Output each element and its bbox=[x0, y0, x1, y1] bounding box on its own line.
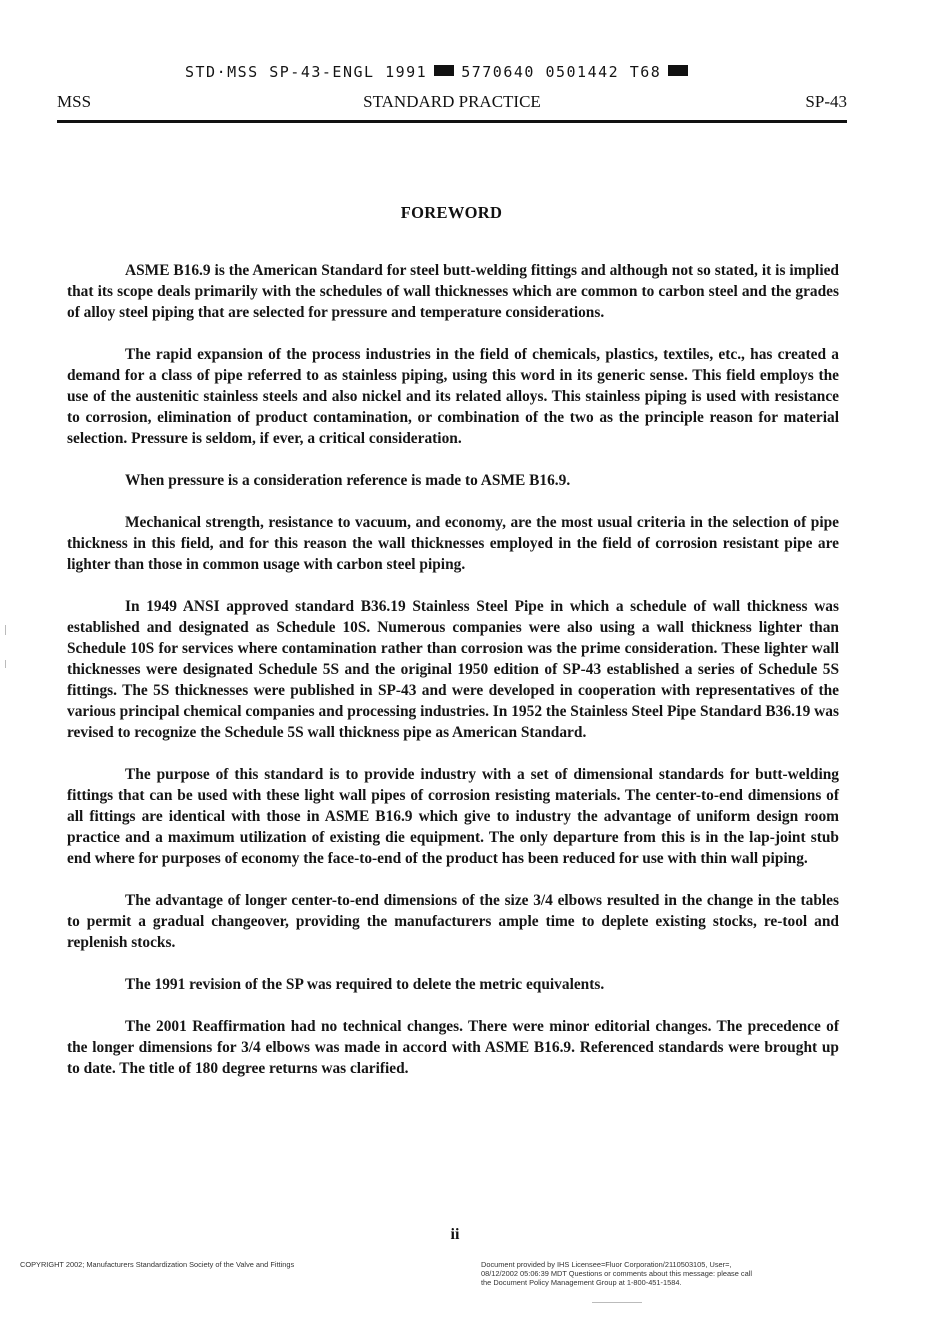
paragraph: ASME B16.9 is the American Standard for steel butt-welding fittings and although not so stated, it is implied that its scope deals primarily with the schedules of wall thicknesses which are common to carbon steel and the grades of alloy steel piping that are selected for pressure and temperature considerations. bbox=[67, 262, 839, 321]
redaction-block bbox=[668, 65, 688, 76]
footer-copyright: COPYRIGHT 2002; Manufacturers Standardization Society of the Valve and Fittings bbox=[20, 1260, 295, 1269]
foreword-body bbox=[67, 260, 839, 1100]
stamp-serial: 5770640 0501442 T68 bbox=[461, 63, 662, 81]
page-title: FOREWORD bbox=[400, 203, 503, 222]
scan-speck bbox=[5, 625, 6, 635]
header-org: MSS bbox=[57, 92, 92, 111]
paragraph: The 1991 revision of the SP was required to delete the metric equivalents. bbox=[125, 976, 605, 993]
scan-speck bbox=[592, 1302, 642, 1303]
paragraph: The purpose of this standard is to provide industry with a set of dimensional standards for butt-welding fittings that can be used with these light wall pipes of corrosion resisting materials. The center-to-end dimensions of all fittings are identical with those in ASME B16.9 which give to industry the advantage of uniform design room practice and a maximum utilization of existing die equipment. The only departure from this is in the lap-joint stub end where for purposes of economy the face-to-end of the product has been reduced for use with thin wall piping. bbox=[67, 766, 839, 867]
paragraph: The rapid expansion of the process industries in the field of chemicals, plastics, textiles, etc., has created a demand for a class of pipe referred to as stainless piping, using this word in its generic sense. This field employs the use of the austenitic stainless steels and also nickel and its related alloys. This stainless piping is used with resistance to corrosion, elimination of product contamination, or combination of the two as the principle reason for material selection. Pressure is seldom, if ever, a critical consideration. bbox=[67, 346, 839, 447]
paragraph: Mechanical strength, resistance to vacuum, and economy, are the most usual criteria in the selection of pipe thickness in this field, and for this reason the wall thicknesses employed in the field of corrosion resistant pipe are lighter than those in common usage with carbon steel piping. bbox=[67, 514, 839, 573]
page-number: ii bbox=[450, 1226, 460, 1243]
paragraph: The 2001 Reaffirmation had no technical changes. There were minor editorial changes. The precedence of the longer dimensions for 3/4 elbows was made in accord with ASME B16.9. Referenced standards were brought up to date. The title of 180 degree returns was clarified. bbox=[67, 1018, 839, 1077]
paragraph: The advantage of longer center-to-end dimensions of the size 3/4 elbows resulted in the change in the tables to permit a gradual changeover, providing the manufacturers ample time to deplete existing stocks, re-tool and replenish stocks. bbox=[67, 892, 839, 951]
footer-provider-line: 08/12/2002 05:06:39 MDT Questions or comments about this message: please call bbox=[481, 1269, 753, 1278]
redaction-block bbox=[434, 65, 454, 76]
page-header bbox=[57, 91, 847, 113]
footer-provider-line: the Document Policy Management Group at 1-800-451-1584. bbox=[481, 1278, 682, 1287]
scan-speck bbox=[5, 660, 6, 668]
header-divider bbox=[57, 120, 847, 123]
footer-provider-line: Document provided by IHS Licensee=Fluor Corporation/2110503105, User=, bbox=[481, 1260, 732, 1269]
stamp-code: STD·MSS SP-43-ENGL 1991 bbox=[185, 63, 428, 81]
header-doc-type: STANDARD PRACTICE bbox=[363, 92, 541, 111]
paragraph: When pressure is a consideration reference is made to ASME B16.9. bbox=[125, 472, 571, 489]
paragraph: In 1949 ANSI approved standard B36.19 Stainless Steel Pipe in which a schedule of wall thickness was established and designated as Schedule 10S. Numerous companies were also using a wall thickness lighter than Schedule 10S for services where contamination rather than corrosion was the prime consideration. These lighter wall thicknesses were designated Schedule 5S and the original 1950 edition of SP-43 established a series of Schedule 5S fittings. The 5S thicknesses were published in SP-43 and were developed in cooperation with representatives of the various principal chemical companies and processing industries. In 1952 the Stainless Steel Pipe Standard B36.19 was revised to recognize the Schedule 5S wall thickness pipe as American Standard. bbox=[67, 598, 839, 741]
document-stamp bbox=[185, 63, 695, 81]
footer-provider-notice bbox=[481, 1260, 801, 1287]
header-doc-id: SP-43 bbox=[805, 92, 847, 111]
